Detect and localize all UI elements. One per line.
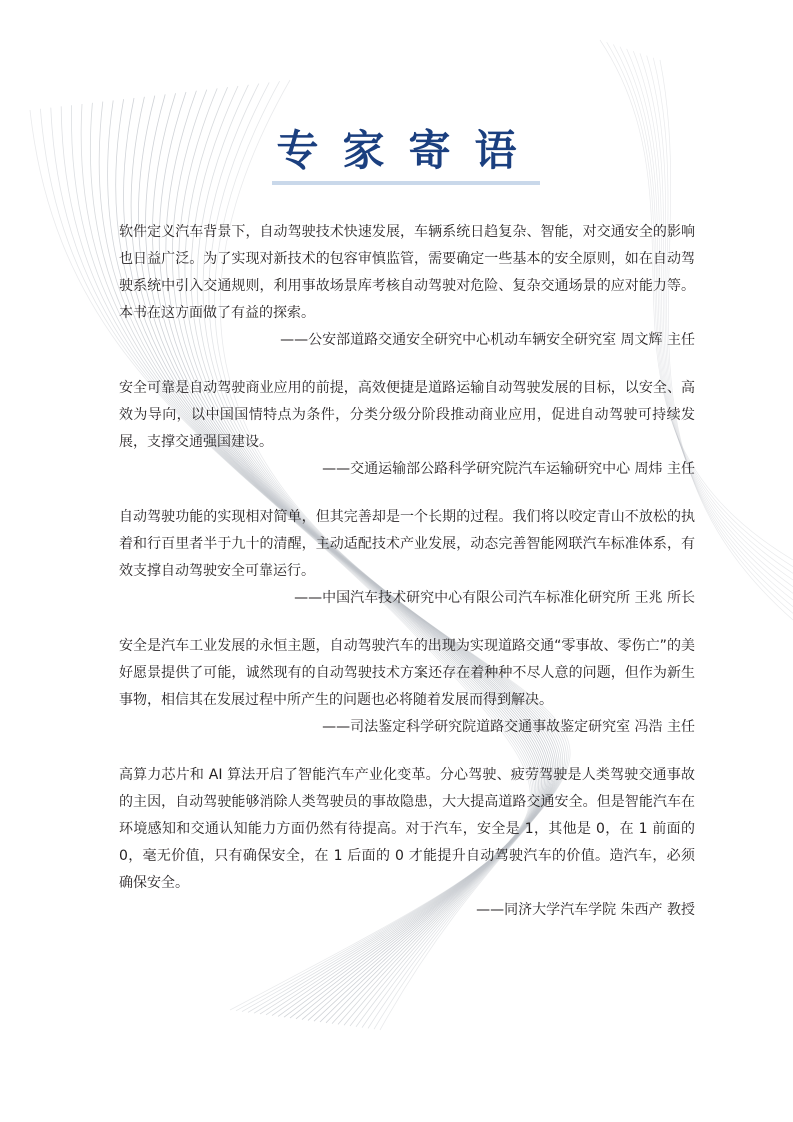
quote-text: 软件定义汽车背景下，自动驾驶技术快速发展，车辆系统日趋复杂、智能，对交通安全的影响也日益广泛。为了实现对新技术的包容审慎监管，需要确定一些基本的安全原则，如在自动驾驶系统中引入交通规则，利用事故场景库考核自动驾驶对危险、复杂交通场景的应对能力等。本书在这方面做了有益的探索。 (119, 224, 695, 321)
quote-text: 安全可靠是自动驾驶商业应用的前提，高效便捷是道路运输自动驾驶发展的目标，以安全、高效为导向，以中国国情特点为条件，分类分级分阶段推动商业应用，促进自动驾驶可持续发展，支撑交通强国建设。 (119, 380, 695, 450)
page-title: 专家寄语 (276, 126, 541, 175)
quote-3 (119, 504, 695, 612)
quote-1 (119, 219, 695, 354)
quote-4 (119, 633, 695, 741)
quote-attribution: ——交通运输部公路科学研究院汽车运输研究中心 周炜 主任 (322, 461, 695, 477)
quote-attribution: ——中国汽车技术研究中心有限公司汽车标准化研究所 王兆 所长 (294, 590, 695, 606)
title-underline (272, 181, 540, 185)
quote-text: 安全是汽车工业发展的永恒主题，自动驾驶汽车的出现为实现道路交通“零事故、零伤亡”的美好愿景提供了可能，诚然现有的自动驾驶技术方案还存在着种种不尽人意的问题，但作为新生事物，相信其在发展过程中所产生的问题也必将随着发展而得到解决。 (119, 638, 695, 708)
quote-5 (119, 762, 695, 924)
quote-attribution: ——司法鉴定科学研究院道路交通事故鉴定研究室 冯浩 主任 (322, 719, 695, 735)
quote-attribution: ——同济大学汽车学院 朱西产 教授 (476, 902, 695, 918)
quote-text: 高算力芯片和 AI 算法开启了智能汽车产业化变革。分心驾驶、疲劳驾驶是人类驾驶交通事故的主因，自动驾驶能够消除人类驾驶员的事故隐患，大大提高道路交通安全。但是智能汽车在环境感知和交通认知能力方面仍然有待提高。对于汽车，安全是 1，其他是 0，在 1 前面的 0，毫无价值，只有确保安全，在 1 后面的 0 才能提升自动驾驶汽车的价值。造汽车，必须确保安全。 (119, 767, 695, 891)
quote-attribution: ——公安部道路交通安全研究中心机动车辆安全研究室 周文辉 主任 (280, 332, 695, 348)
quotes-list (119, 219, 695, 924)
quote-2 (119, 375, 695, 483)
quote-text: 自动驾驶功能的实现相对简单，但其完善却是一个长期的过程。我们将以咬定青山不放松的执着和行百里者半于九十的清醒，主动适配技术产业发展，动态完善智能网联汽车标准体系，有效支撑自动驾驶安全可靠运行。 (119, 509, 695, 579)
